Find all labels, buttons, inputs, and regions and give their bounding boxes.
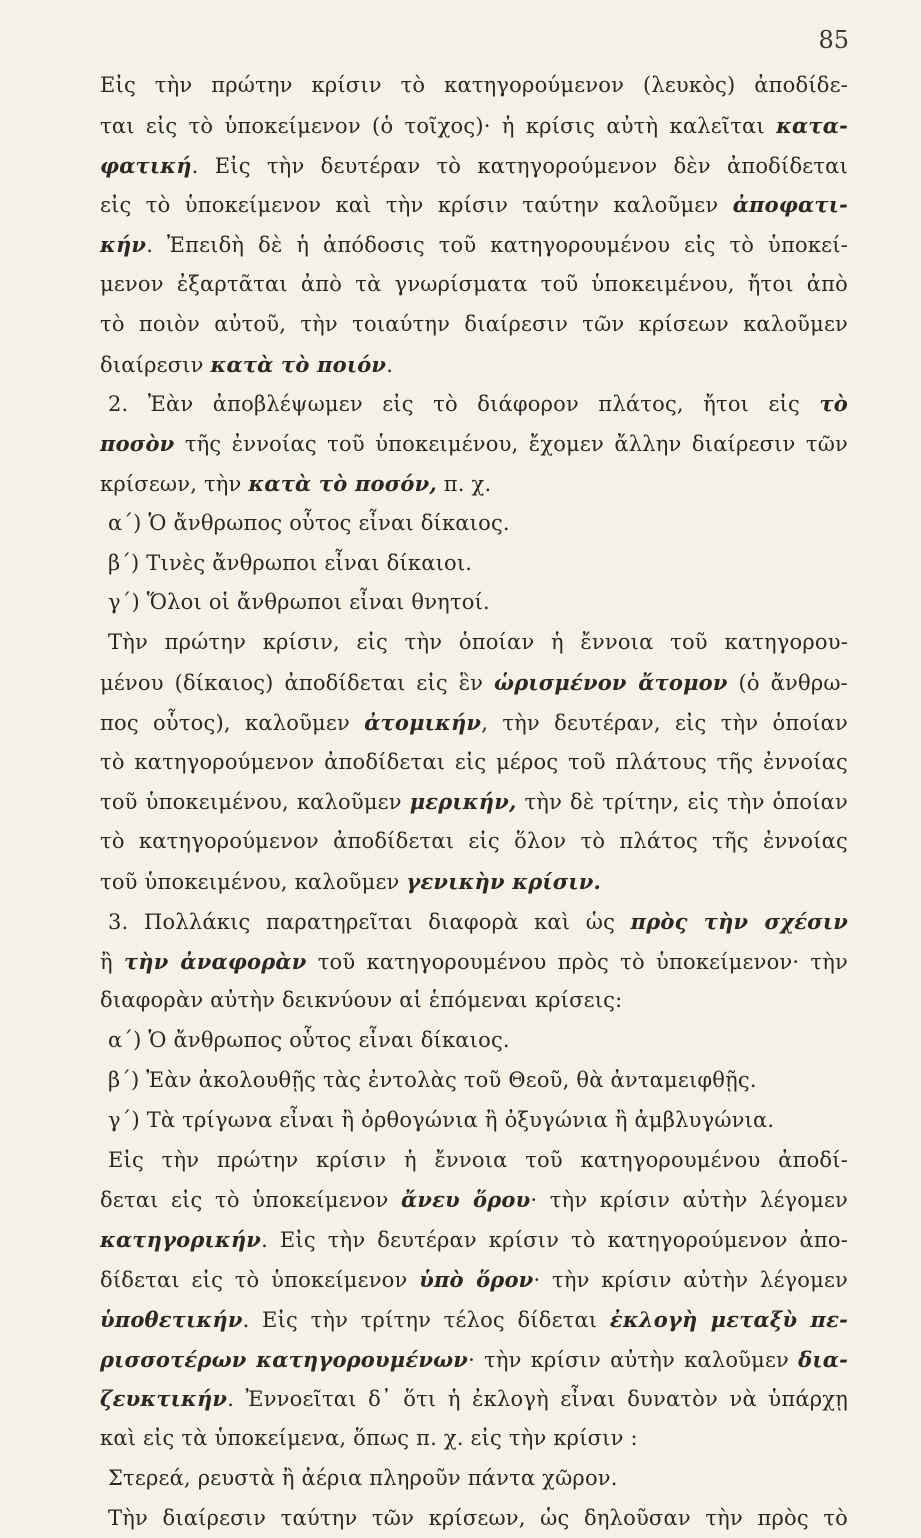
text-run: τὸ κατηγορούμενον ἀποδίδεται εἰς ὅλον τὸ πλάτος τῆς ἐννοίας	[100, 829, 848, 854]
text-run: τὴν δὲ τρίτην, εἰς τὴν ὁποίαν	[516, 790, 848, 815]
text-line	[100, 66, 848, 106]
emphasized-term: γενικὴν κρίσιν.	[406, 868, 602, 894]
text-line	[100, 583, 848, 623]
text-line	[100, 981, 848, 1021]
text-run: , τὴν δευτέραν, εἰς τὴν ὁποίαν	[481, 710, 848, 735]
emphasized-term: ζευκτικήν	[100, 1386, 228, 1412]
text-run: β΄) Ἐὰν ἀκολουθῇς τὰς ἐντολὰς τοῦ Θεοῦ, θὰ ἀνταμειφθῇς.	[108, 1067, 757, 1092]
text-run: Στερεά, ρευστὰ ἢ ἀέρια πληροῦν πάντα χῶρον.	[108, 1465, 618, 1490]
body-text	[100, 66, 848, 1538]
text-line	[100, 106, 848, 146]
text-run: δίδεται εἰς τὸ ὑποκείμενον	[100, 1267, 420, 1292]
text-run: . Εἰς τὴν δευτέραν κρίσιν τὸ κατηγορούμενον ἀπο-	[261, 1228, 848, 1253]
text-line	[100, 1499, 848, 1538]
text-line	[100, 305, 848, 345]
text-line	[100, 1379, 848, 1419]
emphasized-term: ἀτομικήν	[364, 709, 482, 735]
text-run: ἢ	[100, 949, 124, 974]
text-run: Τὴν διαίρεσιν ταύτην τῶν κρίσεων, ὡς δηλοῦσαν τὴν πρὸς τὸ	[108, 1505, 848, 1530]
text-run: δεται εἰς τὸ ὑποκείμενον	[100, 1188, 402, 1213]
emphasized-term: ἐκλογὴ μεταξὺ πε-	[609, 1306, 848, 1332]
text-line	[100, 743, 848, 783]
text-run: β΄) Τινὲς ἄνθρωποι εἶναι δίκαιοι.	[108, 550, 473, 575]
emphasized-term: ὑποθετικήν	[100, 1306, 243, 1332]
text-line	[100, 345, 848, 385]
text-line	[100, 663, 848, 703]
emphasized-term: φατική	[100, 152, 192, 178]
text-line	[100, 1459, 848, 1499]
text-run: καὶ εἰς τὰ ὑποκείμενα, ὅπως π. χ. εἰς τὴν κρίσιν :	[100, 1426, 638, 1451]
text-line	[100, 544, 848, 584]
text-run: . Εἰς τὴν τρίτην τέλος δίδεται	[242, 1307, 610, 1332]
emphasized-term: δια-	[798, 1346, 848, 1372]
text-run: α΄) Ὁ ἄνθρωπος οὗτος εἶναι δίκαιος.	[108, 510, 510, 535]
text-run: . Ἐννοεῖται δ᾽ ὅτι ἡ ἐκλογὴ εἶναι δυνατὸν νὰ ὑπάρχῃ	[227, 1387, 848, 1412]
text-run: Εἰς τὴν πρώτην κρίσιν τὸ κατηγορούμενον (λευκὸς) ἀποδίδε-	[100, 73, 848, 97]
text-run: · τὴν κρίσιν αὐτὴν καλοῦμεν	[468, 1347, 799, 1372]
emphasized-term: ποσὸν	[100, 431, 175, 457]
text-run: τὸ κατηγορούμενον ἀποδίδεται εἰς μέρος τοῦ πλάτους τῆς ἐννοίας	[100, 749, 848, 774]
text-line	[100, 225, 848, 265]
text-run: 2. Ἐὰν ἀποβλέψωμεν εἰς τὸ διάφορον πλάτος, ἤτοι εἰς	[108, 392, 820, 417]
text-run: κρίσεων, τὴν	[100, 471, 249, 496]
text-run: Εἰς τὴν πρώτην κρίσιν ἡ ἔννοια τοῦ κατηγορουμένου ἀποδί-	[108, 1147, 848, 1172]
text-run: Τὴν πρώτην κρίσιν, εἰς τὴν ὁποίαν ἡ ἔννοια τοῦ κατηγορου-	[108, 630, 848, 655]
emphasized-term: μερικήν,	[409, 789, 517, 815]
text-line	[100, 1180, 848, 1220]
text-run: διαίρεσιν	[100, 352, 211, 377]
emphasized-term: ὑπὸ ὅρον	[419, 1266, 534, 1292]
text-run: · τὴν κρίσιν αὐτὴν λέγομεν	[533, 1267, 849, 1292]
text-run: γ΄) Τὰ τρίγωνα εἶναι ἢ ὀρθογώνια ἢ ὀξυγώνια ἢ ἀμβλυγώνια.	[108, 1107, 775, 1132]
text-run: τῆς ἐννοίας τοῦ ὑποκειμένου, ἔχομεν ἄλλην διαίρεσιν τῶν	[174, 432, 848, 457]
text-line	[100, 1021, 848, 1061]
text-run: .	[386, 352, 394, 377]
text-run: τὸ ποιὸν αὐτοῦ, τὴν τοιαύτην διαίρεσιν τῶν κρίσεων καλοῦμεν	[100, 311, 848, 336]
emphasized-term: τὸ	[819, 391, 848, 417]
emphasized-term: ὡρισμένον ἄτομον	[494, 669, 728, 695]
text-line	[100, 862, 848, 902]
text-run: . Ἐπειδὴ δὲ ἡ ἀπόδοσις τοῦ κατηγορουμένου εἰς τὸ ὑποκεί-	[146, 233, 848, 258]
text-line	[100, 265, 848, 305]
text-line	[100, 504, 848, 544]
text-line	[100, 384, 848, 424]
text-line	[100, 902, 848, 942]
text-run: 3. Πολλάκις παρατηρεῖται διαφορὰ καὶ ὡς	[108, 909, 631, 934]
emphasized-term: πρὸς τὴν σχέσιν	[630, 908, 848, 934]
text-run: α΄) Ὁ ἄνθρωπος οὗτος εἶναι δίκαιος.	[108, 1028, 510, 1053]
emphasized-term: κατὰ τὸ ποσόν,	[248, 470, 437, 496]
page-number: 85	[818, 26, 849, 54]
text-line	[100, 1101, 848, 1141]
text-run: (ὁ ἄνθρω-	[727, 670, 848, 695]
text-run: διαφορὰν αὐτὴν δεικνύουν αἱ ἑπόμεναι κρίσεις:	[100, 988, 623, 1013]
text-run: μενον ἐξαρτᾶται ἀπὸ τὰ γνωρίσματα τοῦ ὑποκειμένου, ἤτοι ἀπὸ	[100, 271, 848, 296]
text-run: μένου (δίκαιος) ἀποδίδεται εἰς ἓν	[100, 670, 495, 695]
text-line	[100, 942, 848, 982]
text-line	[100, 703, 848, 743]
text-run: . Εἰς τὴν δευτέραν τὸ κατηγορούμενον δὲν ἀποδίδεται	[191, 153, 848, 178]
emphasized-term: κατηγορικήν	[100, 1227, 262, 1253]
text-line	[100, 822, 848, 862]
emphasized-term: ρισσοτέρων κατηγορουμένων	[100, 1346, 469, 1372]
text-run: ται εἰς τὸ ὑποκείμενον (ὁ τοῖχος)· ἡ κρίσις αὐτὴ καλεῖται	[100, 113, 777, 138]
emphasized-term: κατα-	[776, 112, 848, 138]
text-line	[100, 782, 848, 822]
text-run: π. χ.	[436, 471, 492, 496]
text-line	[100, 146, 848, 186]
text-line	[100, 424, 848, 464]
text-line	[100, 1061, 848, 1101]
text-run: πος οὗτος), καλοῦμεν	[100, 710, 365, 735]
text-line	[100, 1340, 848, 1380]
text-line	[100, 1419, 848, 1459]
text-line	[100, 623, 848, 663]
text-run: τοῦ κατηγορουμένου πρὸς τὸ ὑποκείμενον· τὴν	[306, 949, 848, 974]
text-line	[100, 1260, 848, 1300]
text-line	[100, 1220, 848, 1260]
text-run: γ΄) Ὅλοι οἱ ἄνθρωποι εἶναι θνητοί.	[108, 590, 490, 615]
emphasized-term: ἀποφατι-	[732, 192, 848, 218]
text-run: τοῦ ὑποκειμένου, καλοῦμεν	[100, 790, 410, 815]
emphasized-term: τὴν ἀναφορὰν	[123, 948, 307, 974]
emphasized-term: κήν	[100, 232, 147, 258]
emphasized-term: ἄνευ ὅρου	[401, 1187, 531, 1213]
text-line	[100, 464, 848, 504]
text-run: εἰς τὸ ὑποκείμενον καὶ τὴν κρίσιν ταύτην καλοῦμεν	[100, 193, 733, 218]
text-run: τοῦ ὑποκειμένου, καλοῦμεν	[100, 869, 407, 894]
text-line	[100, 1141, 848, 1181]
emphasized-term: κατὰ τὸ ποιόν	[210, 351, 387, 377]
text-line	[100, 185, 848, 225]
text-run: · τὴν κρίσιν αὐτὴν λέγομεν	[530, 1188, 849, 1213]
text-line	[100, 1300, 848, 1340]
